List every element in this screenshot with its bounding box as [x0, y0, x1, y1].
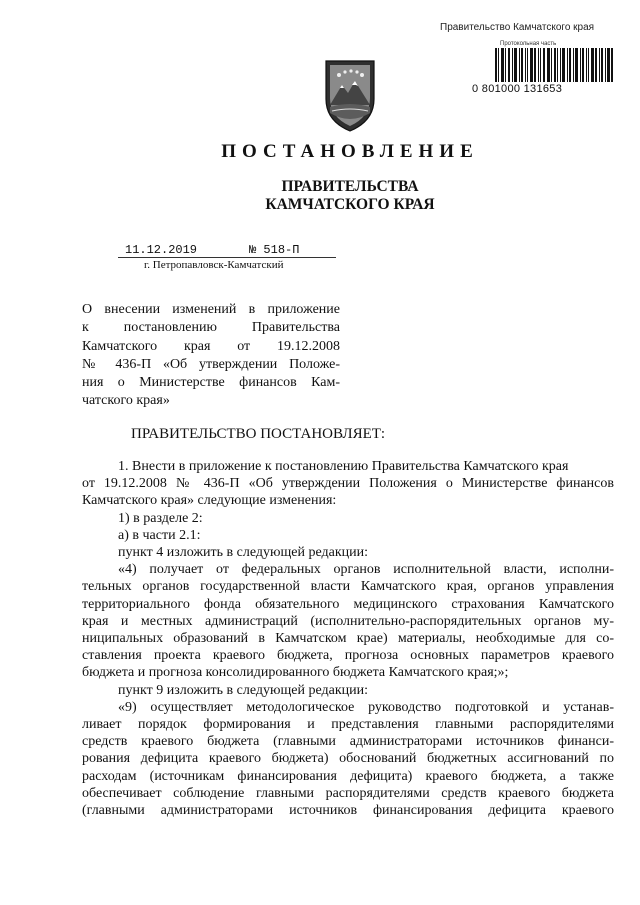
body-line: края и местных администраций (исполнительно-распорядительных органов му-	[82, 613, 614, 629]
subject-line: ния о Министерстве финансов Кам-	[82, 375, 340, 391]
body-line: рования дефицита краевого бюджета) обоснований бюджетных ассигнований по	[82, 751, 614, 767]
subject-line: к постановлению Правительства	[82, 320, 340, 336]
document-subject	[82, 301, 340, 411]
body-line: (главными администраторами источников финансирования дефицита краевого	[82, 803, 614, 819]
body-line: от 19.12.2008 № 436-П «Об утверждении Положения о Министерстве финансов	[82, 476, 614, 492]
body-line: обеспечивает соблюдение главными распорядителями средств краевого бюджета	[82, 785, 614, 801]
document-number: 518-П	[263, 243, 300, 257]
stamp-subtitle: Протокольная часть	[500, 41, 557, 47]
authority-line-2: КАМЧАТСКОГО КРАЯ	[265, 196, 435, 213]
body-line: бюджета и прогноза консолидированного бюджета Камчатского края;»;	[82, 665, 509, 681]
barcode-icon	[495, 48, 613, 82]
subject-line: Камчатского края от 19.12.2008	[82, 338, 340, 354]
stamp-number: 0 801000 131653	[472, 83, 563, 95]
kamchatka-coat-of-arms-icon	[322, 55, 378, 133]
body-line: ниципальных образований в Камчатском крае) материалы, необходимые для со-	[82, 631, 614, 647]
document-type-heading: ПОСТАНОВЛЕНИЕ	[221, 141, 479, 162]
subject-line: чатского края»	[82, 393, 170, 409]
body-line: ливает порядок формирования и представления главными распорядителями	[82, 717, 614, 733]
document-body	[82, 458, 614, 819]
body-line: пункт 9 изложить в следующей редакции:	[118, 682, 368, 698]
city-name: г. Петропавловск-Камчатский	[144, 259, 284, 271]
document-date: 11.12.2019	[125, 243, 198, 257]
body-line: средств краевого бюджета (главными администраторами источников финанси-	[82, 734, 614, 750]
body-line: территориального фонда обязательного медицинского страхования Камчатского	[82, 596, 614, 612]
body-line: а) в части 2.1:	[118, 527, 201, 543]
stamp-organization: Правительство Камчатского края	[440, 22, 595, 33]
body-line: 1) в разделе 2:	[118, 510, 203, 526]
date-underline	[118, 257, 336, 258]
body-line: тельных органов государственной власти Камчатского края, органов управления	[82, 579, 614, 595]
subject-line: № 436-П «Об утверждении Положе-	[82, 356, 340, 372]
body-line: 1. Внести в приложение к постановлению Правительства Камчатского края	[118, 459, 569, 474]
number-label: №	[249, 243, 257, 257]
decree-statement: ПРАВИТЕЛЬСТВО ПОСТАНОВЛЯЕТ:	[131, 426, 386, 442]
body-line: Камчатского края» следующие изменения:	[82, 493, 337, 509]
body-line: пункт 4 изложить в следующей редакции:	[118, 545, 368, 561]
body-line: ставления проекта краевого бюджета, прогноза основных параметров краевого	[82, 648, 614, 664]
body-line: «4) получает от федеральных органов исполнительной власти, исполни-	[118, 562, 614, 578]
date-number-line	[125, 243, 299, 257]
subject-line: О внесении изменений в приложение	[82, 302, 340, 317]
body-line: расходам (источникам финансирования дефицита) краевого бюджета, а также	[82, 768, 614, 784]
body-line: «9) осуществляет методологическое руководство подготовкой и устанав-	[118, 699, 614, 715]
authority-line-1: ПРАВИТЕЛЬСТВА	[281, 178, 419, 195]
